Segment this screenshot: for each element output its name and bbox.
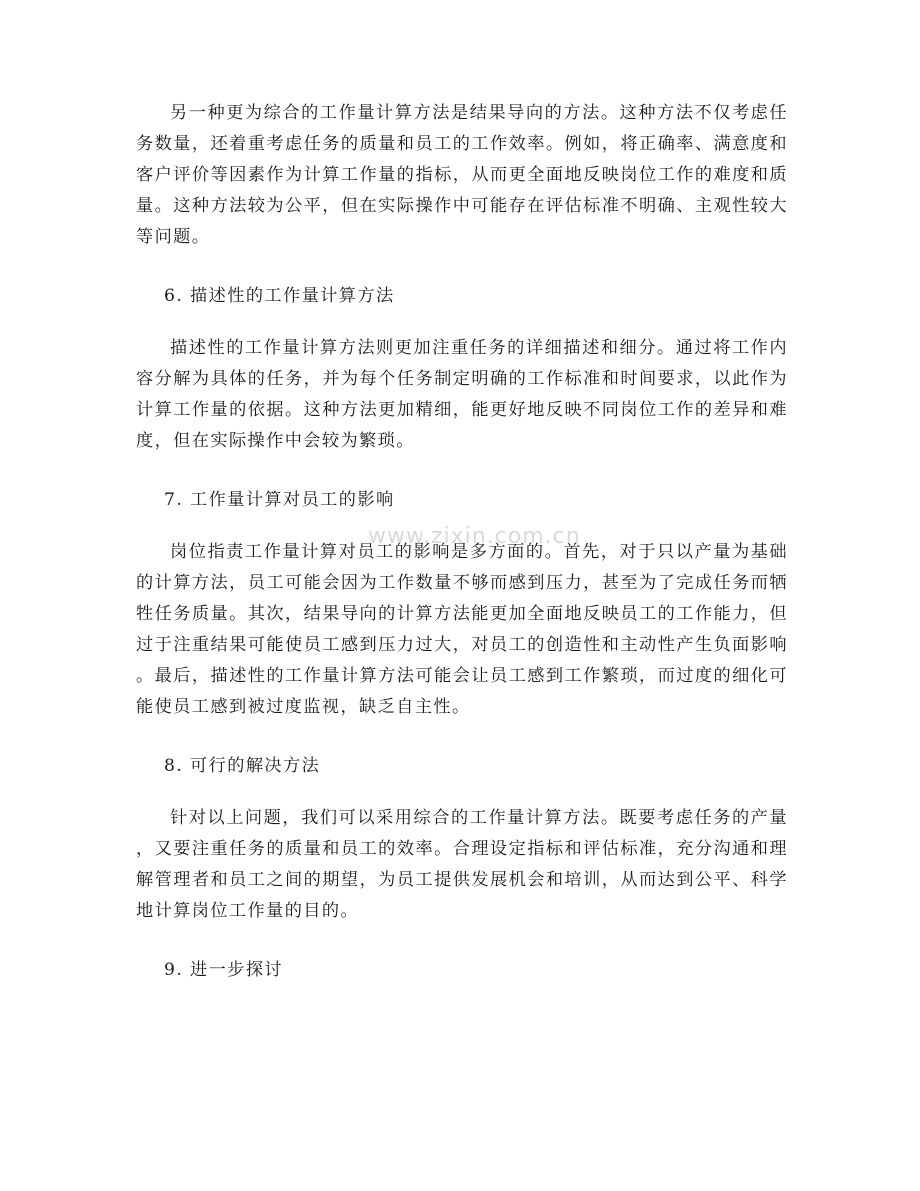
paragraph-descriptive-method: 描述性的工作量计算方法则更加注重任务的详细描述和细分。通过将工作内容分解为具体的任务，并为每个任务制定明确的工作标准和时间要求，以此作为计算工作量的依据。这种方法更加精细，能更好地反映不同岗位工作的差异和难度，但在实际操作中会较为繁琐。 xyxy=(136,338,788,451)
spacer xyxy=(136,253,788,281)
paragraph-feasible-solutions: 针对以上问题，我们可以采用综合的工作量计算方法。既要考虑任务的产量，又要注重任务的质量和员工的效率。合理设定指标和评估标准，充分沟通和理解管理者和员工之间的期望，为员工提供发展机会和培训，从而达到公平、科学地计算岗位工作量的目的。 xyxy=(136,808,788,921)
spacer xyxy=(136,516,788,537)
heading-section-8: 8. 可行的解决方法 xyxy=(164,756,321,776)
paragraph-impact-on-employees: 岗位指责工作量计算对员工的影响是多方面的。首先，对于只以产量为基础的计算方法，员工可能会因为工作数量不够而感到压力，甚至为了完成任务而牺牲任务质量。其次，结果导向的计算方法能更加全面地反映员工的工作能力，但过于注重结果可能使员工感到压力过大，对员工的创造性和主动性产生负面影响。最后，描述性的工作量计算方法可能会让员工感到工作繁琐，而过度的细化可能使员工感到被过度监视，缺乏自主性。 xyxy=(136,542,788,717)
heading-section-7: 7. 工作量计算对员工的影响 xyxy=(164,490,395,510)
spacer xyxy=(136,782,788,803)
watermark: www.zixin.com.cn xyxy=(368,524,581,549)
spacer xyxy=(136,927,788,955)
heading-section-9: 9. 进一步探讨 xyxy=(164,960,283,980)
spacer xyxy=(136,723,788,751)
heading-section-6: 6. 描述性的工作量计算方法 xyxy=(164,286,395,306)
paragraph-results-oriented-method: 另一种更为综合的工作量计算方法是结果导向的方法。这种方法不仅考虑任务数量，还着重考虑任务的质量和员工的工作效率。例如，将正确率、满意度和客户评价等因素作为计算工作量的指标，从而更全面地反映岗位工作的难度和质量。这种方法较为公平，但在实际操作中可能存在评估标准不明确、主观性较大等问题。 xyxy=(136,103,788,247)
spacer xyxy=(136,457,788,485)
spacer xyxy=(136,312,788,333)
document-body xyxy=(136,98,788,986)
